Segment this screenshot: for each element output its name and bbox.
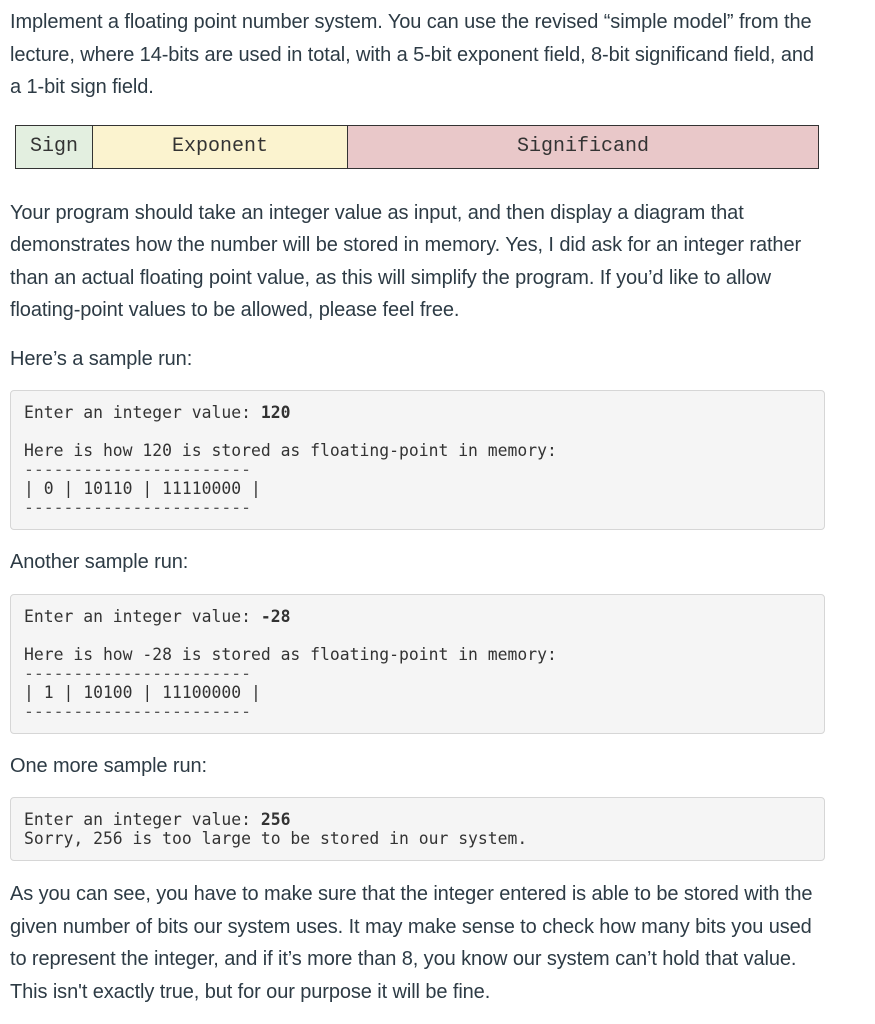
sample-3-input: 256 (260, 810, 291, 829)
sample-2-dashes-bottom: ----------------------- (24, 701, 251, 721)
sample-run-1-code (10, 390, 825, 530)
one-more-run-label: One more sample run: (10, 754, 207, 777)
intro-paragraph: Implement a floating point number system. You can use the revised “simple model” from the lecture, where 14-bits are used in total, with a 5-bit exponent field, 8-bit significand field, and a 1-bit sign field. (10, 11, 814, 98)
sample-2-bits: | 1 | 10100 | 11100000 | (24, 682, 261, 702)
sample-run-3-code (10, 797, 825, 861)
sign-field: Sign (16, 126, 93, 168)
sample-1-dashes-top: ----------------------- (24, 460, 251, 479)
sample-3-result: Sorry, 256 is too large to be stored in our system. (24, 829, 528, 848)
sample-3-prompt: Enter an integer value: (24, 810, 261, 829)
another-run-label: Another sample run: (10, 551, 189, 573)
sample-1-prompt-line (24, 403, 811, 422)
sample-2-dashes-top: ----------------------- (24, 663, 251, 683)
sample-2-prompt: Enter an integer value: (24, 606, 261, 626)
sample-2-result: Here is how -28 is stored as floating-point in memory: (24, 644, 557, 664)
sample-2-input: -28 (260, 606, 291, 626)
sample-run-2-code (10, 594, 825, 734)
significand-field: Significand (348, 126, 818, 168)
description-paragraph: Your program should take an integer value as input, and then display a diagram that demonstrates how the number will be stored in memory. Yes, I did ask for an integer rather than an actual floating point value, as this will simplify the program. If you’d like to allow floating-point values to be allowed, please feel free. (10, 201, 802, 321)
final-paragraph: As you can see, you have to make sure that the integer entered is able to be stored with the given number of bits our system uses. It may make sense to check how many bits you used to represent the integer, and if it’s more than 8, you know our system can’t hold that value. This isn't exactly true, but for our purpose it will be fine. (10, 883, 813, 1003)
assignment-page (10, 6, 830, 1008)
sample-1-result: Here is how 120 is stored as floating-point in memory: (24, 441, 557, 460)
sample-2-prompt-line (24, 607, 811, 626)
sample-1-dashes-bottom: ----------------------- (24, 498, 251, 517)
sample-3-prompt-line (24, 810, 811, 829)
bit-layout-diagram (15, 125, 819, 169)
sample-1-input: 120 (260, 403, 291, 422)
sample-1-prompt: Enter an integer value: (24, 403, 261, 422)
exponent-field: Exponent (93, 126, 348, 168)
sample-run-label: Here’s a sample run: (10, 347, 193, 370)
sample-1-bits: | 0 | 10110 | 11110000 | (24, 479, 261, 498)
